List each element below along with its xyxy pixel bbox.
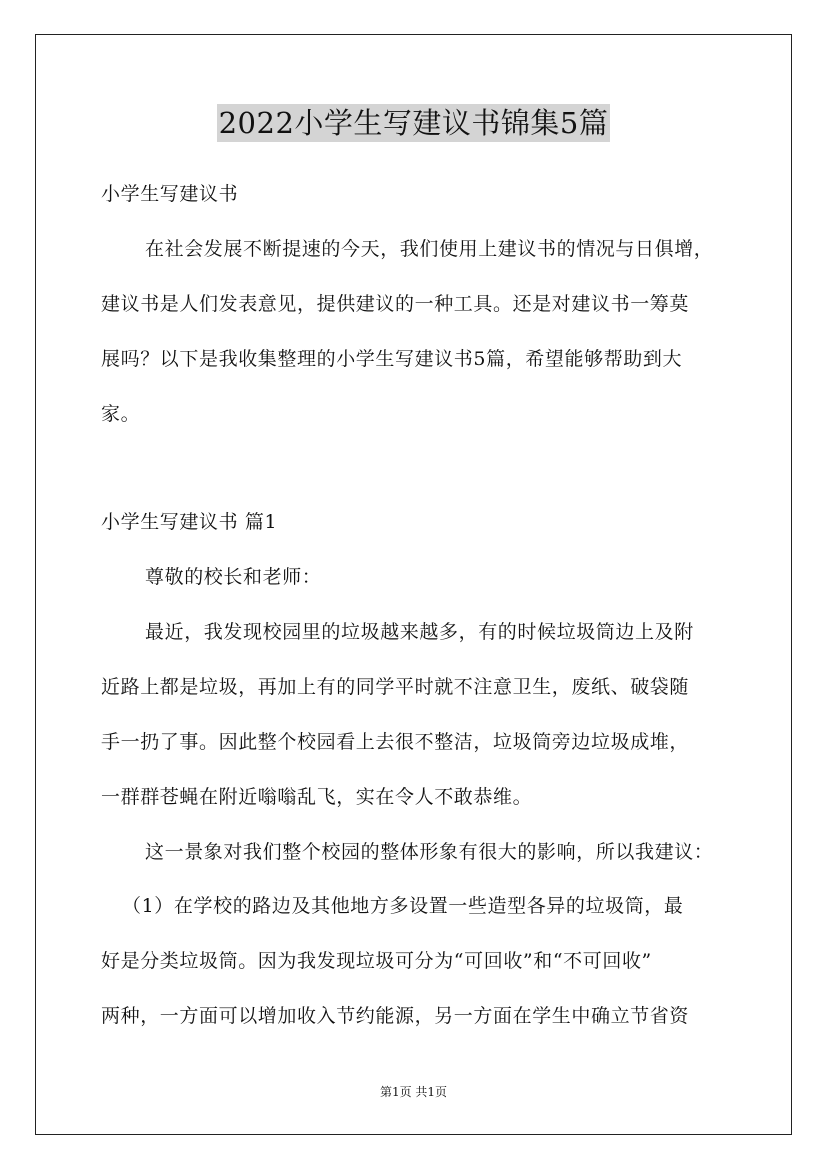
page-footer: 第1页 共1页 [379, 1085, 448, 1099]
salutation: 尊敬的校长和老师： [145, 566, 322, 588]
paragraph-line: 最近，我发现校园里的垃圾越来越多，有的时候垃圾筒边上及附 [145, 621, 694, 643]
intro-heading: 小学生写建议书 [101, 183, 239, 205]
paragraph-line: 在社会发展不断提速的今天，我们使用上建议书的情况与日俱增， [145, 238, 714, 260]
paragraph-line: （1）在学校的路边及其他地方多设置一些造型各异的垃圾筒，最 [122, 895, 684, 917]
paragraph-line: 一群群苍蝇在附近嗡嗡乱飞，实在令人不敢恭维。 [101, 786, 533, 808]
paragraph-line: 近路上都是垃圾，再加上有的同学平时就不注意卫生，废纸、破袋随 [101, 676, 690, 698]
section-heading: 小学生写建议书 篇1 [101, 511, 278, 533]
document-title: 2022小学生写建议书锦集5篇 [218, 106, 609, 140]
paragraph-line: 两种，一方面可以增加收入节约能源，另一方面在学生中确立节省资 [101, 1005, 690, 1027]
paragraph-line: 手一扔了事。因此整个校园看上去很不整洁，垃圾筒旁边垃圾成堆， [101, 731, 690, 753]
paragraph-line: 家。 [101, 403, 141, 425]
paragraph-line: 展吗？以下是我收集整理的小学生写建议书5篇，希望能够帮助到大 [101, 348, 683, 370]
title-container [0, 104, 827, 142]
paragraph-line: 建议书是人们发表意见，提供建议的一种工具。还是对建议书一筹莫 [101, 293, 690, 315]
paragraph-line: 好是分类垃圾筒。因为我发现垃圾可分为“可回收”和“不可回收” [101, 950, 652, 972]
paragraph-line: 这一景象对我们整个校园的整体形象有很大的影响，所以我建议： [145, 841, 714, 863]
